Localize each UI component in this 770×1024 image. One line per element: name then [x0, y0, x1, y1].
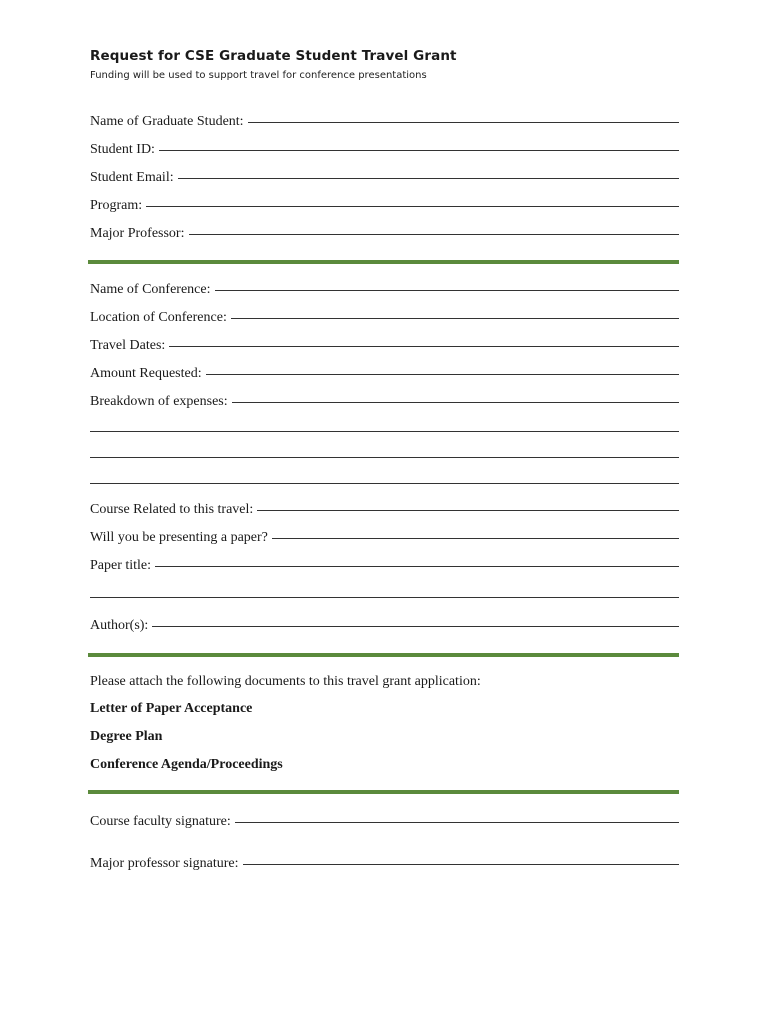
attachments-instruction: Please attach the following documents to this travel grant application:: [90, 674, 481, 689]
expense-breakdown-line-3[interactable]: [90, 457, 679, 458]
major-professor-field[interactable]: [189, 233, 680, 235]
course-related-label: Course Related to this travel:: [90, 502, 254, 517]
paper-title-row: [90, 558, 679, 574]
student-name-row: [90, 114, 679, 130]
program-field[interactable]: [146, 205, 679, 207]
amount-requested-label: Amount Requested:: [90, 366, 202, 381]
faculty-signature-field[interactable]: [235, 821, 679, 823]
presenting-paper-field[interactable]: [272, 537, 679, 539]
expense-breakdown-line-2[interactable]: [90, 431, 679, 432]
paper-title-field[interactable]: [155, 565, 679, 567]
professor-signature-label: Major professor signature:: [90, 856, 239, 871]
expense-breakdown-label: Breakdown of expenses:: [90, 394, 228, 409]
expense-breakdown-row: [90, 394, 679, 410]
amount-requested-field[interactable]: [206, 373, 679, 375]
conference-name-label: Name of Conference:: [90, 282, 211, 297]
section-divider-2: [88, 653, 679, 657]
professor-signature-row: [90, 856, 679, 872]
presenting-paper-row: [90, 530, 679, 546]
course-related-row: [90, 502, 679, 518]
attachment-item: Degree Plan: [90, 729, 163, 744]
major-professor-label: Major Professor:: [90, 226, 185, 241]
course-related-field[interactable]: [257, 509, 679, 511]
conference-location-field[interactable]: [231, 317, 679, 319]
student-id-field[interactable]: [159, 149, 679, 151]
student-name-label: Name of Graduate Student:: [90, 114, 244, 129]
form-title: Request for CSE Graduate Student Travel Grant: [90, 48, 457, 64]
expense-breakdown-line-4[interactable]: [90, 483, 679, 484]
presenting-paper-label: Will you be presenting a paper?: [90, 530, 268, 545]
professor-signature-field[interactable]: [243, 863, 679, 865]
section-divider-1: [88, 260, 679, 264]
attachment-item: Conference Agenda/Proceedings: [90, 757, 283, 772]
travel-dates-row: [90, 338, 679, 354]
major-professor-row: [90, 226, 679, 242]
student-email-row: [90, 170, 679, 186]
student-email-label: Student Email:: [90, 170, 174, 185]
student-name-field[interactable]: [248, 121, 679, 123]
conference-name-row: [90, 282, 679, 298]
conference-location-row: [90, 310, 679, 326]
amount-requested-row: [90, 366, 679, 382]
attachment-item: Letter of Paper Acceptance: [90, 701, 253, 716]
travel-dates-field[interactable]: [169, 345, 679, 347]
authors-field[interactable]: [152, 625, 679, 627]
form-subtitle: Funding will be used to support travel for conference presentations: [90, 70, 427, 81]
student-id-label: Student ID:: [90, 142, 155, 157]
section-divider-3: [88, 790, 679, 794]
travel-dates-label: Travel Dates:: [90, 338, 166, 353]
paper-title-label: Paper title:: [90, 558, 152, 573]
authors-row: [90, 618, 679, 634]
student-id-row: [90, 142, 679, 158]
paper-title-line-2[interactable]: [90, 597, 679, 598]
program-row: [90, 198, 679, 214]
faculty-signature-label: Course faculty signature:: [90, 814, 231, 829]
program-label: Program:: [90, 198, 143, 213]
authors-label: Author(s):: [90, 618, 149, 633]
student-email-field[interactable]: [178, 177, 679, 179]
conference-location-label: Location of Conference:: [90, 310, 227, 325]
expense-breakdown-field[interactable]: [232, 401, 679, 403]
faculty-signature-row: [90, 814, 679, 830]
conference-name-field[interactable]: [215, 289, 680, 291]
